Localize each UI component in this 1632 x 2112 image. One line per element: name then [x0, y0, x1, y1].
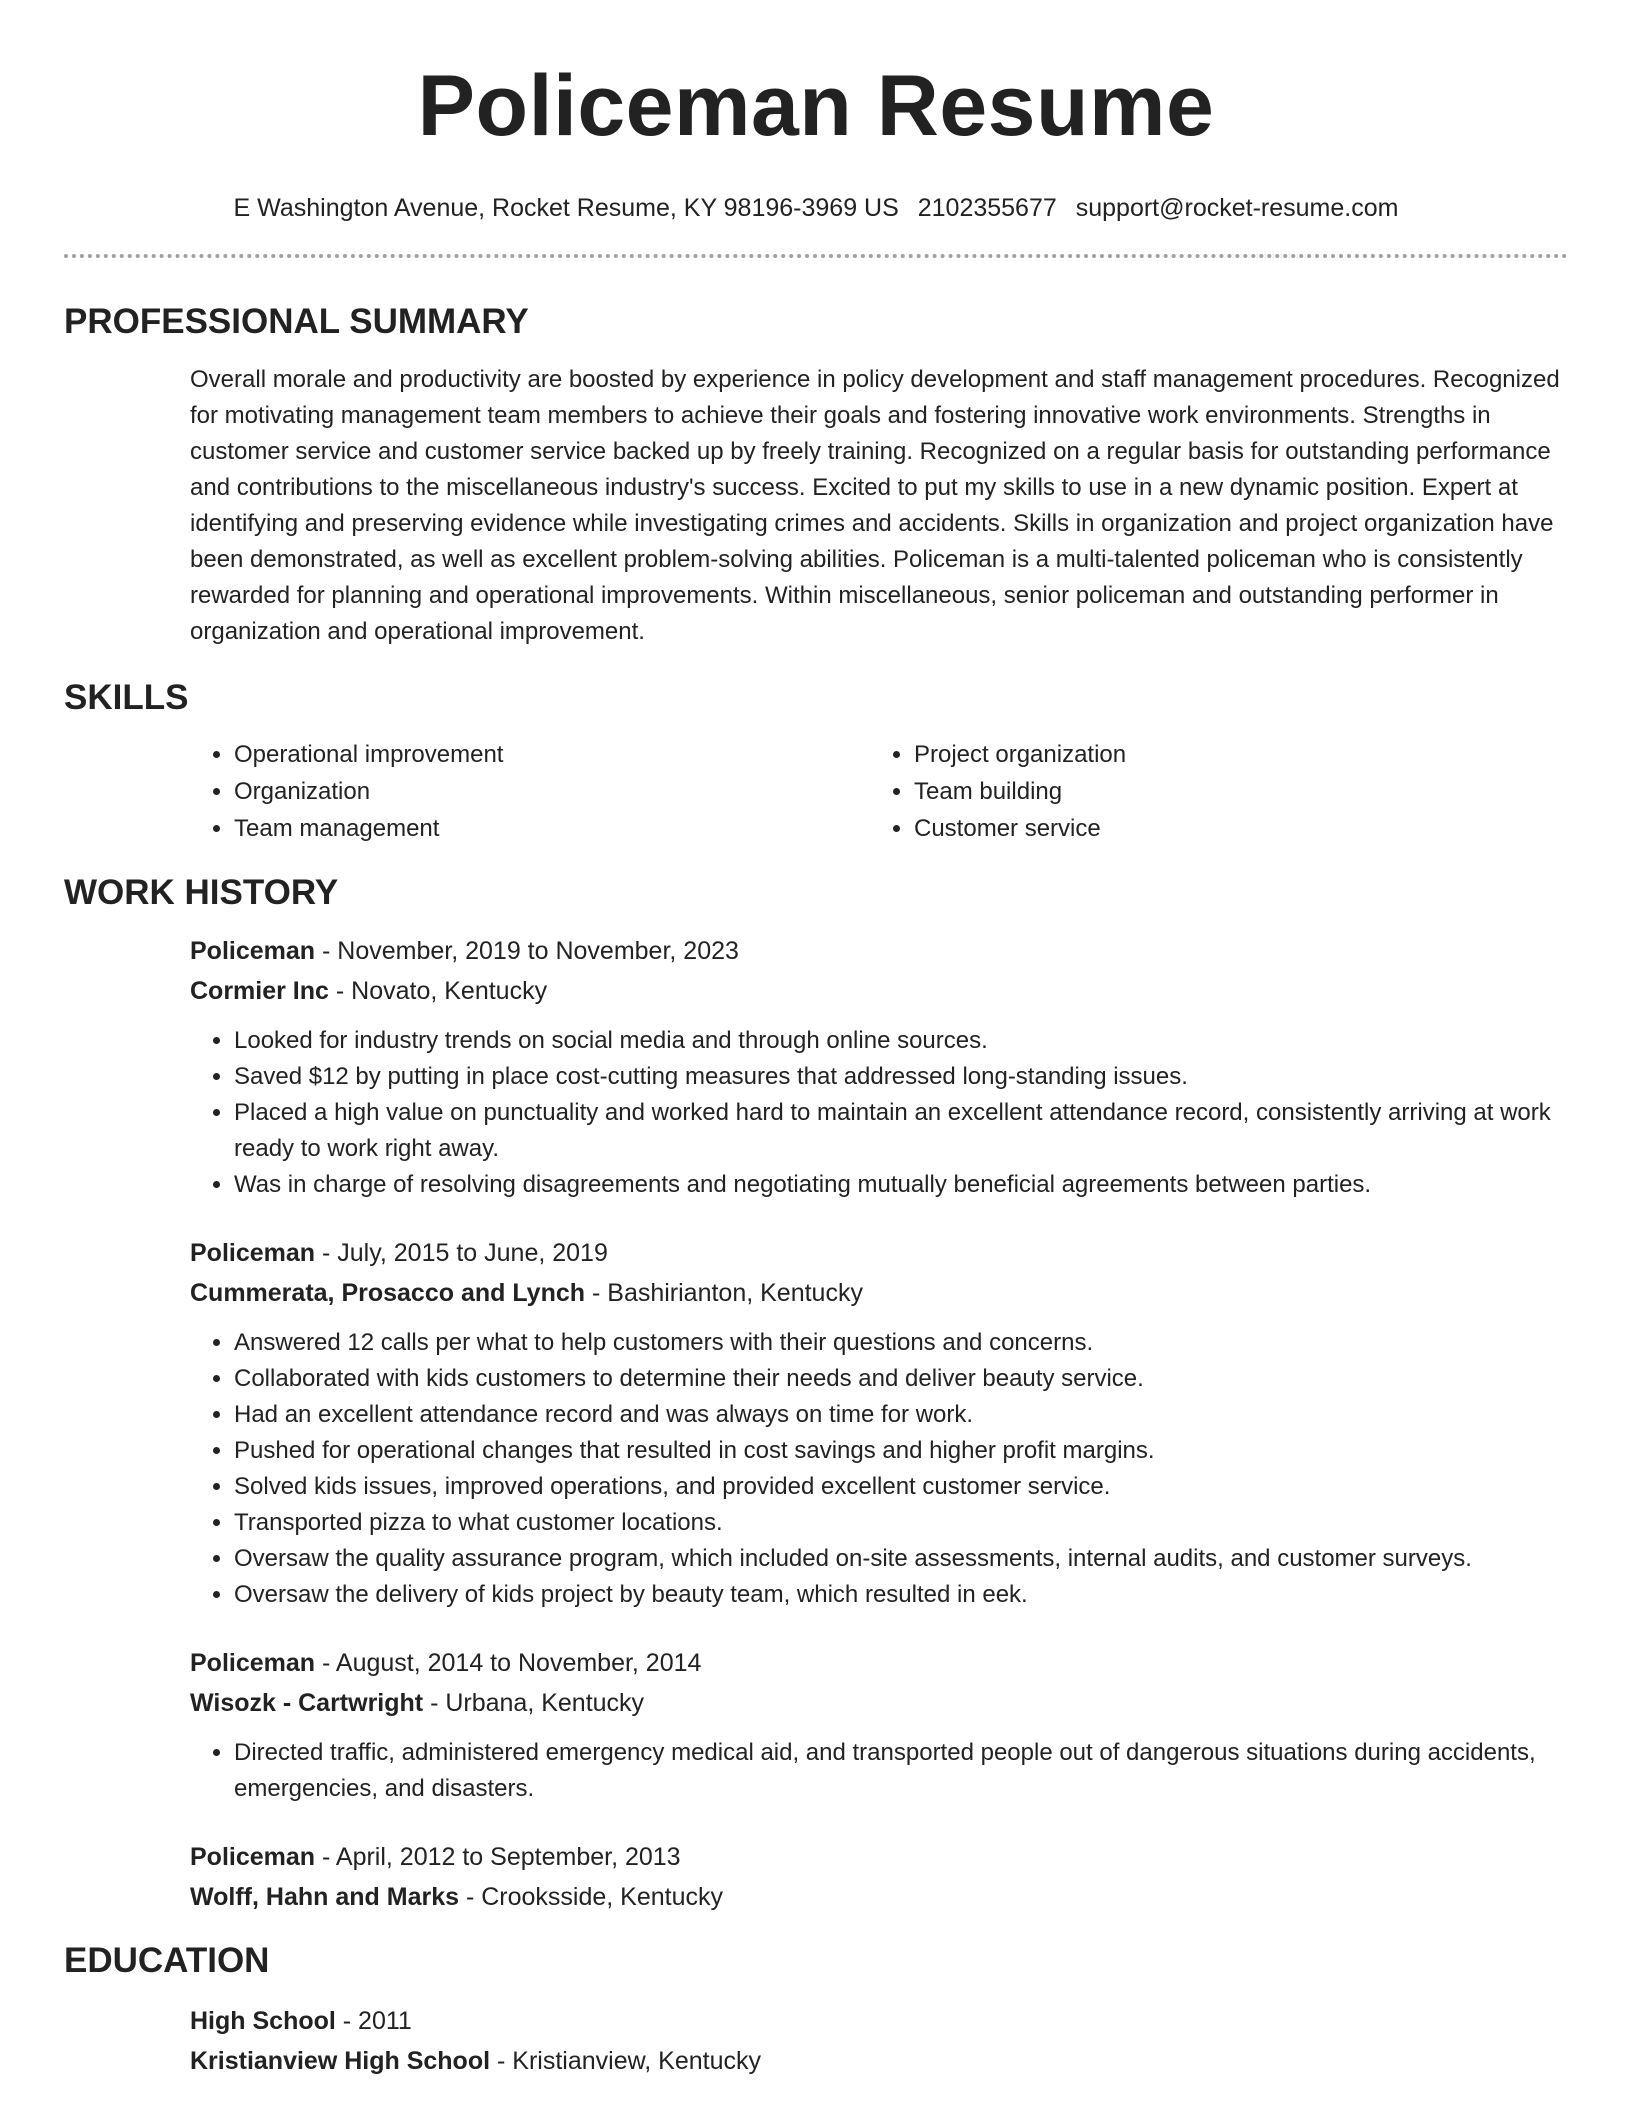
job-location: - Urbana, Kentucky — [423, 1689, 645, 1717]
job-entry — [190, 931, 1568, 1203]
job-dates: - July, 2015 to June, 2019 — [315, 1239, 608, 1267]
job-duties — [190, 1023, 1568, 1203]
job-company: Wolff, Hahn and Marks — [190, 1883, 460, 1911]
job-company: Cummerata, Prosacco and Lynch — [190, 1279, 586, 1307]
job-title-line — [190, 1837, 1568, 1877]
job-title-line — [190, 1643, 1568, 1683]
education-location: - Kristianview, Kentucky — [490, 2047, 761, 2075]
duty-item: • Oversaw the quality assurance program, which included on-site assessments, internal audits, and customer surveys. — [234, 1541, 1568, 1577]
job-role: Policeman — [190, 1843, 316, 1871]
skill-item: • Team management — [234, 810, 914, 847]
job-company-line — [190, 971, 1568, 1011]
job-location: - Bashirianton, Kentucky — [585, 1279, 863, 1307]
contact-email[interactable]: support@rocket-resume.com — [1075, 194, 1399, 222]
job-title-line — [190, 931, 1568, 971]
education-school: Kristianview High School — [190, 2047, 491, 2075]
job-entry — [190, 1837, 1568, 1917]
duty-item: • Answered 12 calls per what to help customers with their questions and concerns. — [234, 1325, 1568, 1361]
education-degree-line — [190, 2001, 1568, 2041]
job-location: - Novato, Kentucky — [328, 977, 548, 1005]
page-title: Policeman Resume — [417, 58, 1215, 154]
job-company: Wisozk - Cartwright — [190, 1689, 424, 1717]
work-section — [190, 931, 1568, 1917]
job-entry — [190, 1233, 1568, 1613]
job-entry — [190, 1643, 1568, 1807]
skill-item: • Team building — [914, 773, 1594, 810]
duty-item: • Saved $12 by putting in place cost-cutting measures that addressed long-standing issues. — [234, 1059, 1568, 1095]
job-company-line — [190, 1877, 1568, 1917]
education-year: - 2011 — [335, 2007, 412, 2035]
header-divider — [64, 254, 1568, 258]
duty-item: • Pushed for operational changes that resulted in cost savings and higher profit margins. — [234, 1433, 1568, 1469]
summary-text: Overall morale and productivity are boosted by experience in policy development and staff management procedures. Recognized for motivating management team members to achieve their goals and fostering innovative work environments. Strengths in customer service and customer service backed up by freely training. Recognized on a regular basis for outstanding performance and contributions to the miscellaneous industry's success. Excited to put my skills to use in a new dynamic position. Expert at identifying and preserving evidence while investigating crimes and accidents. Skills in organization and project organization have been demonstrated, as well as excellent problem-solving abilities. Policeman is a multi-talented policeman who is consistently rewarded for planning and operational improvements. Within miscellaneous, senior policeman and outstanding performer in organization and operational improvement. — [190, 366, 1560, 645]
job-dates: - November, 2019 to November, 2023 — [315, 937, 739, 965]
skills-heading: SKILLS — [64, 678, 189, 717]
job-title-line — [190, 1233, 1568, 1273]
duty-item: • Oversaw the delivery of kids project by beauty team, which resulted in eek. — [234, 1577, 1568, 1613]
duty-item: • Looked for industry trends on social media and through online sources. — [234, 1023, 1568, 1059]
duty-item: • Was in charge of resolving disagreements and negotiating mutually beneficial agreements between parties. — [234, 1167, 1568, 1203]
contact-phone: 2102355677 — [917, 194, 1057, 222]
job-duties — [190, 1735, 1568, 1807]
summary-heading: PROFESSIONAL SUMMARY — [64, 302, 529, 341]
job-location: - Crooksside, Kentucky — [459, 1883, 724, 1911]
skills-list — [190, 736, 1568, 847]
job-role: Policeman — [190, 1649, 316, 1677]
skill-item: • Operational improvement — [234, 736, 914, 773]
duty-item: • Transported pizza to what customer locations. — [234, 1505, 1568, 1541]
job-duties — [190, 1325, 1568, 1613]
contact-line — [64, 192, 1568, 224]
skill-item: • Customer service — [914, 810, 1594, 847]
education-school-line — [190, 2041, 1568, 2081]
duty-item: • Collaborated with kids customers to determine their needs and deliver beauty service. — [234, 1361, 1568, 1397]
job-role: Policeman — [190, 937, 316, 965]
skills-section — [190, 736, 1568, 847]
duty-item: • Had an excellent attendance record and was always on time for work. — [234, 1397, 1568, 1433]
job-company: Cormier Inc — [190, 977, 329, 1005]
job-role: Policeman — [190, 1239, 316, 1267]
job-company-line — [190, 1683, 1568, 1723]
duty-item: • Placed a high value on punctuality and worked hard to maintain an excellent attendance record, consistently arriving at work ready to work right away. — [234, 1095, 1568, 1167]
job-dates: - April, 2012 to September, 2013 — [315, 1843, 681, 1871]
education-degree: High School — [190, 2007, 336, 2035]
duty-item: • Solved kids issues, improved operations, and provided excellent customer service. — [234, 1469, 1568, 1505]
skill-item: • Project organization — [914, 736, 1594, 773]
education-section — [190, 2001, 1568, 2081]
contact-address: E Washington Avenue, Rocket Resume, KY 98196-3969 US — [233, 194, 899, 222]
duty-item: • Directed traffic, administered emergency medical aid, and transported people out of dangerous situations during accidents, emergencies, and disasters. — [234, 1735, 1568, 1807]
skill-item: • Organization — [234, 773, 914, 810]
education-heading: EDUCATION — [64, 1941, 270, 1980]
job-dates: - August, 2014 to November, 2014 — [315, 1649, 702, 1677]
work-heading: WORK HISTORY — [64, 873, 339, 912]
job-company-line — [190, 1273, 1568, 1313]
